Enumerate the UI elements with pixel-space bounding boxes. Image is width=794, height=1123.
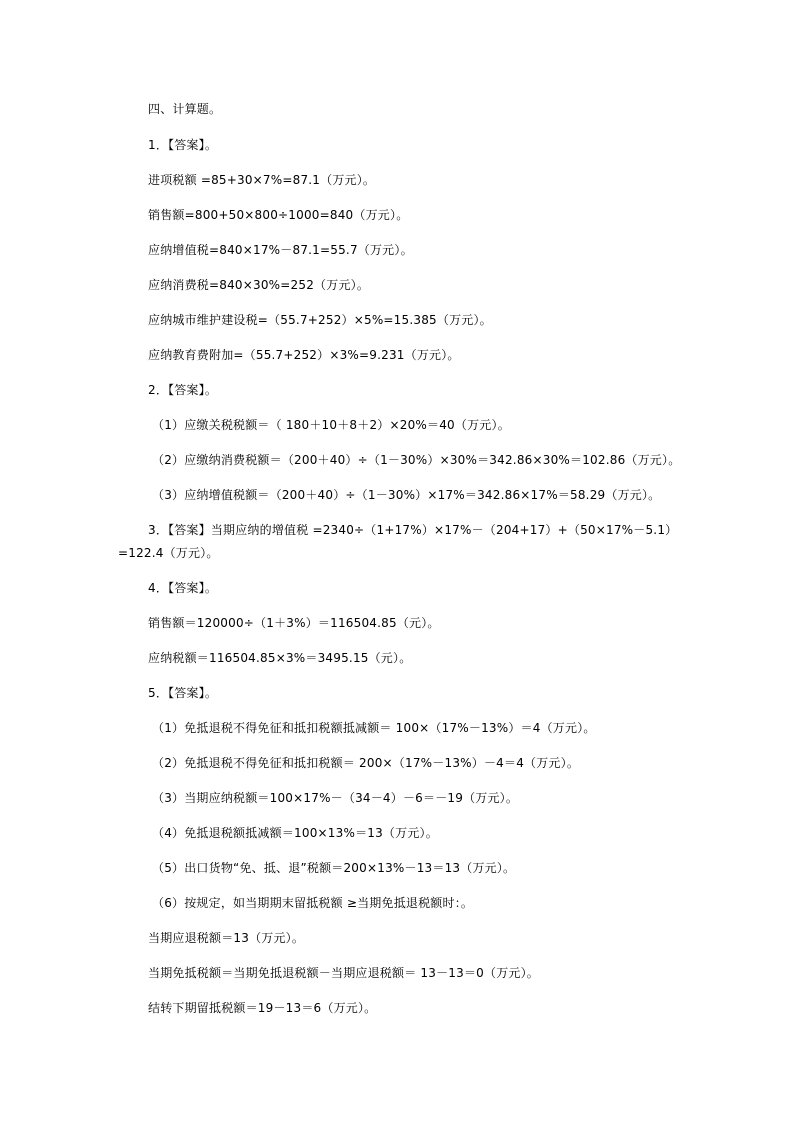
answer-4-heading: 4．【答案】。 xyxy=(148,581,218,595)
answer-5-refund: 当期应退税额＝13（万元）。 xyxy=(148,931,305,945)
answer-4-tax: 应纳税额＝116504.85×3%＝3495.15（元）。 xyxy=(148,651,412,665)
answer-3-line-2: =122.4（万元）。 xyxy=(118,546,219,560)
answer-2-item-1: （1）应缴关税税额＝（ 180＋10＋8＋2）×20%＝40（万元）。 xyxy=(152,418,510,432)
answer-5-carryover: 结转下期留抵税额＝19－13＝6（万元）。 xyxy=(148,1001,377,1015)
answer-1-heading: 1．【答案】。 xyxy=(148,138,218,152)
answer-2-heading: 2．【答案】。 xyxy=(148,383,218,397)
answer-5-item-5: （5）出口货物“免、抵、退”税额＝200×13%－13＝13（万元）。 xyxy=(152,861,516,875)
answer-1-education-fee: 应纳教育费附加=（55.7+252）×3%=9.231（万元）。 xyxy=(148,348,460,362)
answer-5-item-1: （1）免抵退税不得免征和抵扣税额抵减额＝ 100×（17%－13%）＝4（万元）。 xyxy=(152,721,596,735)
answer-1-sales: 销售额=800+50×800÷1000=840（万元）。 xyxy=(148,208,409,222)
answer-3-line-1: 3．【答案】当期应纳的增值税 =2340÷（1+17%）×17%－（204+17）+（50×17%－5.1） xyxy=(148,523,678,537)
answer-2-item-2: （2）应缴纳消费税额＝（200＋40）÷（1－30%）×30%＝342.86×30%＝102.86（万元）。 xyxy=(152,453,681,467)
answer-1-vat: 应纳增值税=840×17%－87.1=55.7（万元）。 xyxy=(148,243,413,257)
answer-1-input-tax: 进项税额 =85+30×7%=87.1（万元）。 xyxy=(148,173,376,187)
answer-5-item-6: （6）按规定，如当期期末留抵税额 ≥当期免抵退税额时：。 xyxy=(152,896,474,910)
answer-5-exempt: 当期免抵税额＝当期免抵退税额－当期应退税额＝ 13－13＝0（万元）。 xyxy=(148,966,539,980)
answer-5-item-2: （2）免抵退税不得免征和抵扣税额＝ 200×（17%－13%）－4＝4（万元）。 xyxy=(152,756,580,770)
answer-5-item-4: （4）免抵退税额抵减额＝100×13%＝13（万元）。 xyxy=(152,826,438,840)
answer-1-city-tax: 应纳城市维护建设税=（55.7+252）×5%=15.385（万元）。 xyxy=(148,313,492,327)
answer-4-sales: 销售额＝120000÷（1＋3%）＝116504.85（元）。 xyxy=(148,616,440,630)
section-heading: 四、计算题。 xyxy=(148,102,222,116)
answer-2-item-3: （3）应纳增值税额＝（200＋40）÷（1－30%）×17%＝342.86×17%＝58.29（万元）。 xyxy=(152,488,661,502)
answer-5-heading: 5．【答案】。 xyxy=(148,686,218,700)
answer-1-consumption-tax: 应纳消费税=840×30%=252（万元）。 xyxy=(148,278,370,292)
answer-5-item-3: （3）当期应纳税额＝100×17%－（34－4）－6＝－19（万元）。 xyxy=(152,791,519,805)
